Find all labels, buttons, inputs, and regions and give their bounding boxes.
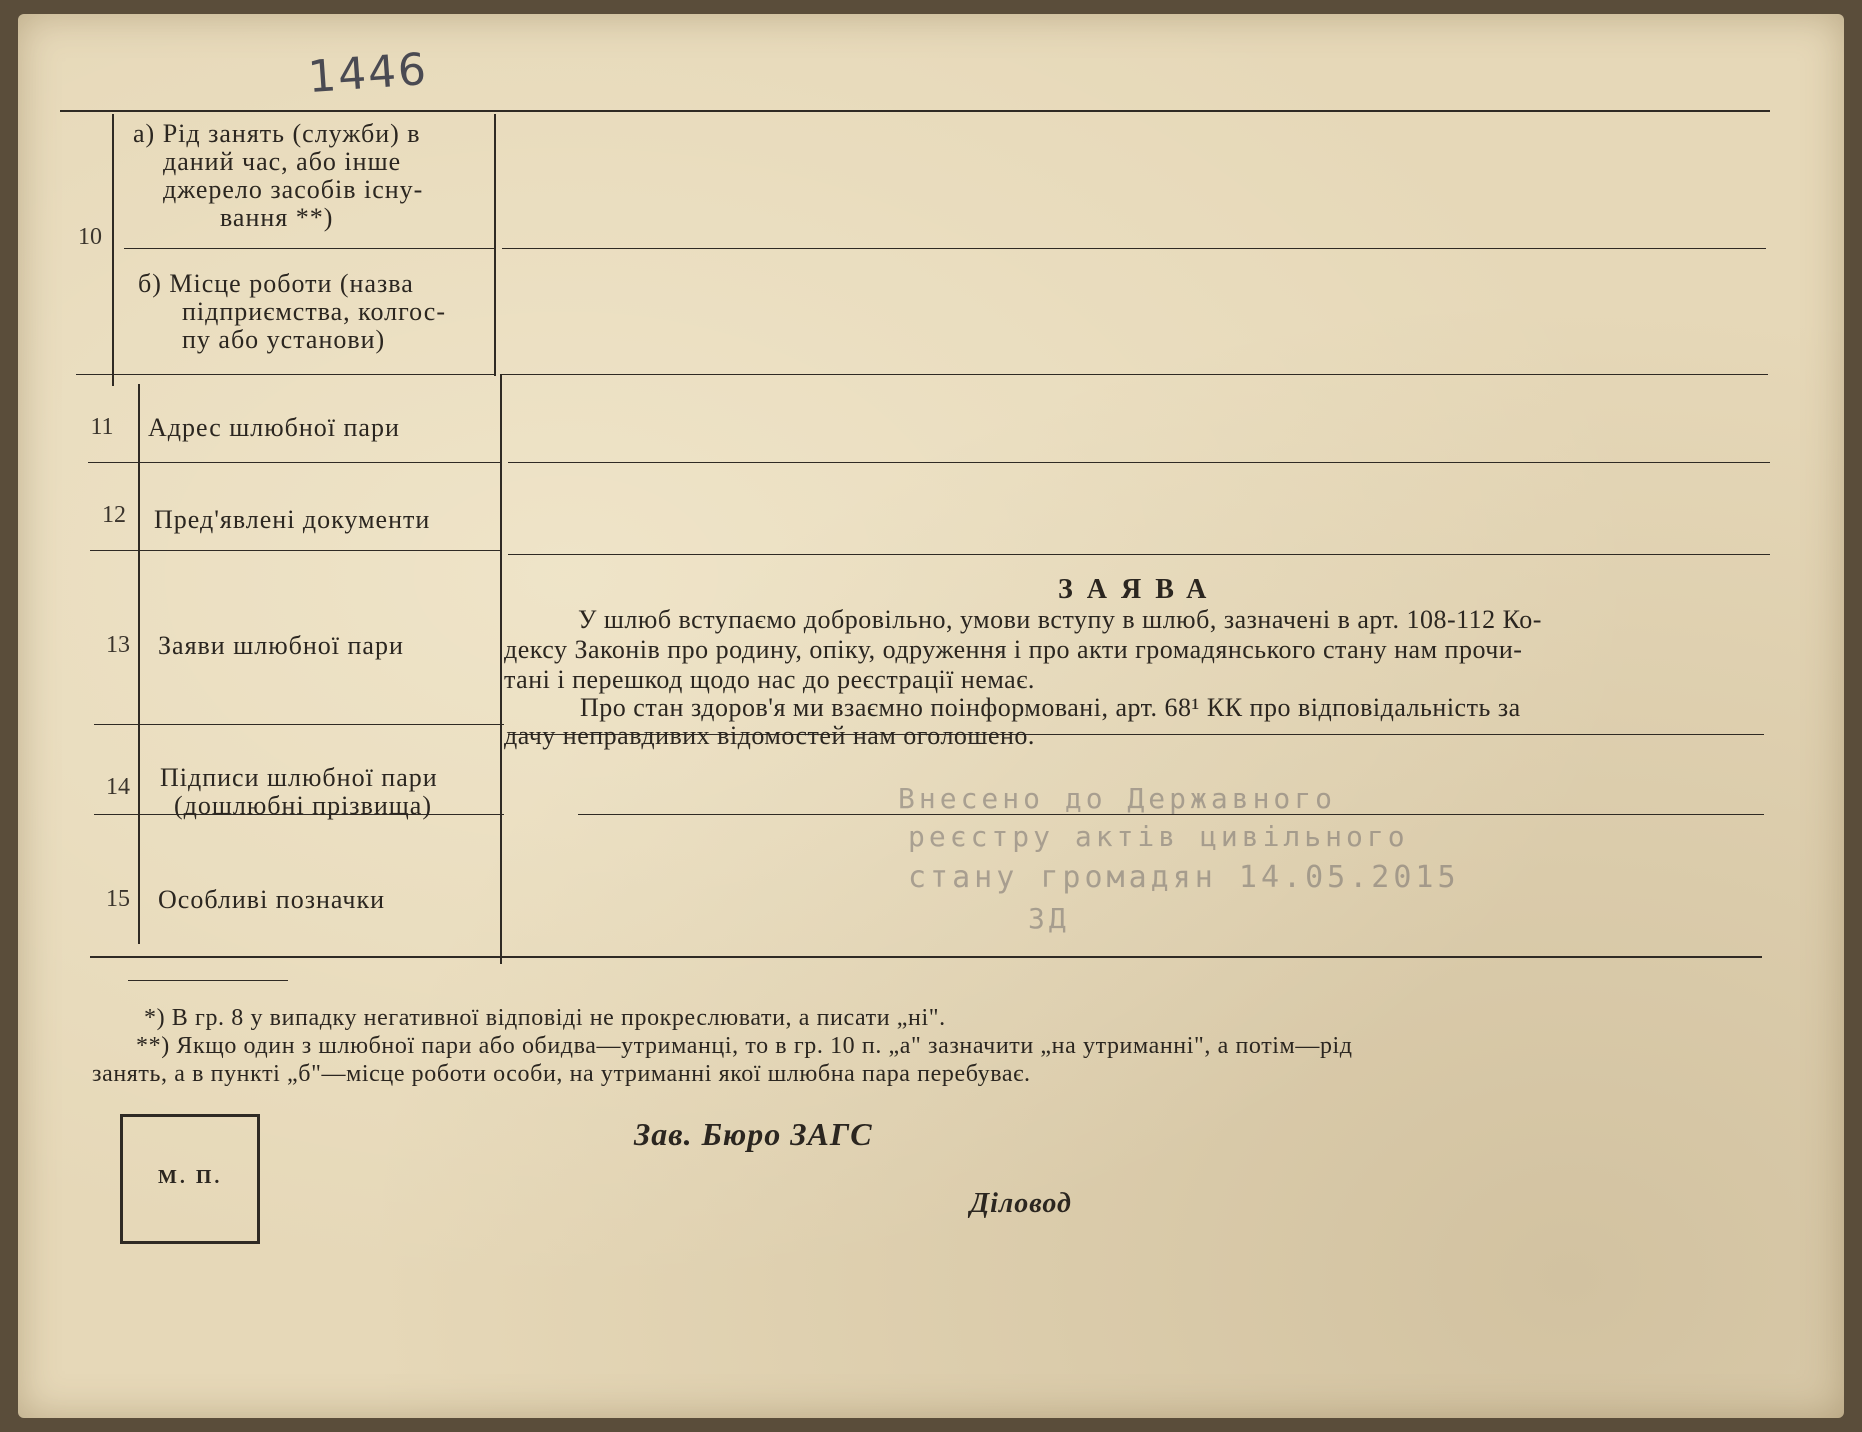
row-14-label-line2: (дошлюбні прізвища): [174, 791, 432, 820]
statement-title: ЗАЯВА: [1058, 574, 1221, 605]
row-12-rule-left: [90, 550, 502, 551]
signature-clerk: Діловод: [970, 1188, 1072, 1219]
archive-number-handwritten: 1446: [306, 43, 430, 104]
row-10a-label-line1: а) Рід занять (служби) в: [133, 119, 421, 148]
statement-line-5: дачу неправдивих відомостей нам оголошено.: [504, 721, 1035, 750]
registry-stamp-line1: Внесено до Державного: [898, 782, 1337, 815]
row-11-rule-right: [508, 462, 1770, 463]
row-number-14: 14: [106, 774, 130, 800]
row-10a-label-line2: даний час, або інше: [163, 147, 402, 176]
row-10b-label-line2: підприємства, колгос-: [182, 297, 446, 326]
row-number-15: 15: [106, 886, 130, 912]
row-number-10: 10: [78, 224, 102, 250]
footnote-2: **) Якщо один з шлюбної пари або обидва—утриманці, то в гр. 10 п. „а" зазначити „на утриманні", а потім—рід: [136, 1033, 1353, 1059]
row-number-11: 11: [90, 414, 114, 440]
row-10a-label-line3: джерело засобів існу-: [163, 175, 424, 204]
row-12-label: Пред'явлені документи: [154, 505, 431, 534]
row-10a-label-line4: вання **): [220, 203, 334, 232]
statement-line-2: дексу Законів про родину, опіку, одруження і про акти громадянського стану нам прочи-: [504, 635, 1523, 664]
row-13-label: Заяви шлюбної пари: [158, 631, 404, 660]
table-top-rule: [60, 110, 1770, 112]
row-11-label: Адрес шлюбної пари: [148, 413, 400, 442]
row-12-rule-right: [508, 554, 1770, 555]
table-bottom-rule: [90, 956, 1762, 958]
row-10a-rule-left: [124, 248, 496, 249]
number-column-divider-top: [112, 114, 114, 386]
footnote-separator: [128, 980, 288, 981]
signature-head-of-bureau: Зав. Бюро ЗАГС: [634, 1116, 873, 1152]
statement-line-3: тані і перешкод щодо нас до реєстрації немає.: [504, 665, 1035, 694]
row-11-rule-left: [88, 462, 502, 463]
row-10b-label-line3: пу або установи): [182, 325, 386, 354]
row-10b-label-line1: б) Місце роботи (назва: [138, 269, 414, 298]
seal-label: М. П.: [158, 1166, 223, 1188]
registry-stamp-line3: стану громадян 14.05.2015: [908, 860, 1460, 895]
footnote-1: *) В гр. 8 у випадку негативної відповіді не прокреслювати, а писати „ні".: [144, 1005, 946, 1031]
row-10-rule-left: [76, 374, 496, 375]
row-10a-rule-right: [502, 248, 1766, 249]
footnote-3: занять, а в пункті „б"—місце роботи особи, на утриманні якої шлюбна пара перебуває.: [92, 1061, 1031, 1087]
row-14-label-line1: Підписи шлюбної пари: [160, 763, 438, 792]
label-column-divider-top: [494, 114, 496, 376]
row-13-rule-left: [94, 724, 504, 725]
number-column-divider-bottom: [138, 384, 140, 944]
row-number-12: 12: [102, 502, 126, 528]
document-sheet: [18, 14, 1844, 1418]
registry-stamp-line4: ЗД: [1028, 902, 1070, 935]
registry-stamp-line2: реєстру актів цивільного: [908, 820, 1409, 853]
row-15-label: Особливі позначки: [158, 885, 386, 914]
statement-line-1: У шлюб вступаємо добровільно, умови вступу в шлюб, зазначені в арт. 108-112 Ко-: [578, 605, 1542, 634]
row-10-rule-right: [502, 374, 1768, 375]
statement-line-4: Про стан здоров'я ми взаємно поінформовані, арт. 68¹ КК про відповідальність за: [580, 693, 1521, 722]
row-number-13: 13: [106, 632, 130, 658]
